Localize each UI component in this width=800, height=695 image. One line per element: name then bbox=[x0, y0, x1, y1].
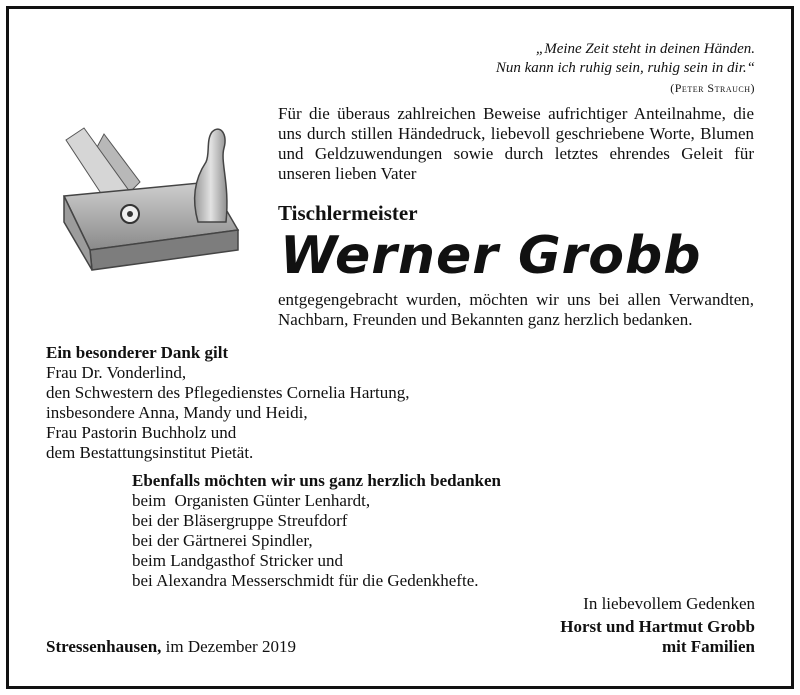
special-thanks-heading: Ein besonderer Dank gilt bbox=[46, 343, 229, 362]
quote-block bbox=[496, 40, 755, 98]
list-item: Frau Dr. Vonderlind, bbox=[46, 363, 187, 382]
family-line-1: Horst und Hartmut Grobb bbox=[560, 617, 755, 636]
profession-title: Tischlermeister bbox=[278, 201, 418, 225]
further-thanks-section bbox=[132, 471, 501, 591]
wood-plane-icon bbox=[60, 104, 240, 276]
list-item: dem Bestattungsinstitut Pietät. bbox=[46, 443, 254, 462]
list-item: den Schwestern des Pflegedienstes Cornelia Hartung, bbox=[46, 383, 410, 402]
quote-author: (Peter Strauch) bbox=[670, 81, 755, 95]
list-item: insbesondere Anna, Mandy und Heidi, bbox=[46, 403, 308, 422]
quote-line-1: „Meine Zeit steht in deinen Händen. bbox=[535, 41, 755, 57]
list-item: beim Landgasthof Stricker und bbox=[132, 551, 344, 570]
thanks-paragraph: entgegengebracht wurden, möchten wir uns bei allen Verwandten, Nachbarn, Freunden und Bekannten ganz herzlich bedanken. bbox=[278, 290, 754, 329]
family-line-2: mit Familien bbox=[661, 637, 755, 656]
intro-paragraph: Für die überaus zahlreichen Beweise aufrichtiger Anteilnahme, die uns durch stillen Händedruck, liebevoll geschriebene Worte, Blumen und Geldzuwendungen sowie durch letztes ehrendes Geleit für unseren lieben Vater bbox=[278, 104, 754, 183]
deceased-name: Werner Grobb bbox=[280, 226, 702, 286]
quote-line-2: Nun kann ich ruhig sein, ruhig sein in dir.“ bbox=[495, 60, 755, 76]
family-signature bbox=[560, 617, 755, 657]
place-date-text: im Dezember 2019 bbox=[161, 637, 296, 656]
list-item: bei der Gärtnerei Spindler, bbox=[132, 531, 313, 550]
special-thanks-section bbox=[46, 343, 410, 463]
place-town: Stressenhausen, bbox=[46, 637, 162, 656]
further-thanks-heading: Ebenfalls möchten wir uns ganz herzlich bedanken bbox=[132, 471, 502, 490]
list-item: Frau Pastorin Buchholz und bbox=[46, 423, 237, 442]
list-item: bei Alexandra Messerschmidt für die Gedenkhefte. bbox=[132, 571, 479, 590]
list-item: bei der Bläsergruppe Streufdorf bbox=[132, 511, 348, 530]
list-item: beim Organisten Günter Lenhardt, bbox=[132, 491, 371, 510]
memory-line: In liebevollem Gedenken bbox=[583, 594, 755, 613]
place-date bbox=[46, 637, 296, 657]
